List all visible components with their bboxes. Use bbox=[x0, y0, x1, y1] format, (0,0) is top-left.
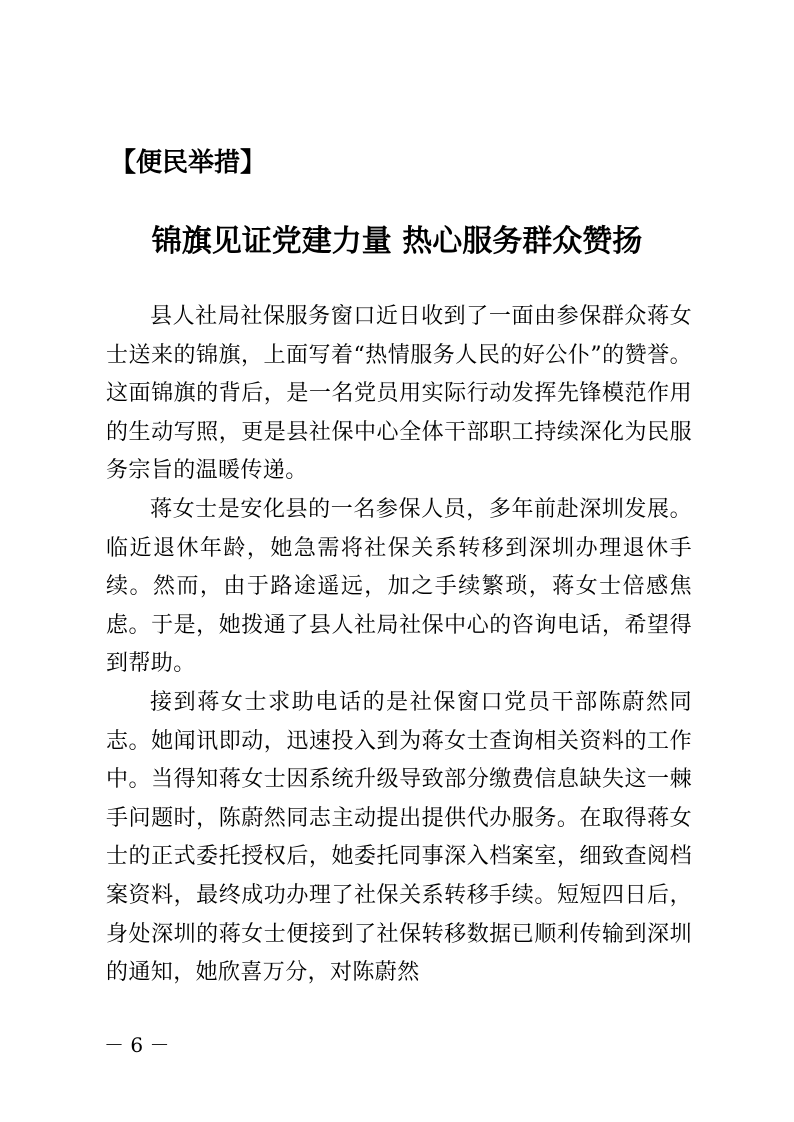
section-label: 【便民举措】 bbox=[110, 148, 267, 178]
paragraph-3: 接到蒋女士求助电话的是社保窗口党员干部陈蔚然同志。她闻讯即动，迅速投入到为蒋女士查询相关资料的工作中。当得知蒋女士因系统升级导致部分缴费信息缺失这一棘手问题时，陈蔚然同志主动提出提供代办服务。在取得蒋女士的正式委托授权后，她委托同事深入档案室，细致查阅档案资料，最终成功办理了社保关系转移手续。短短四日后，身处深圳的蒋女士便接到了社保转移数据已顺利传输到深圳的通知，她欣喜万分，对陈蔚然 bbox=[106, 689, 692, 986]
paragraph-1: 县人社局社保服务窗口近日收到了一面由参保群众蒋女士送来的锦旗，上面写着“热情服务人民的好公仆”的赞誉。这面锦旗的背后，是一名党员用实际行动发挥先锋模范作用的生动写照，更是县社保中心全体干部职工持续深化为民服务宗旨的温暖传递。 bbox=[106, 304, 692, 484]
page-number: － 6 － bbox=[104, 1033, 170, 1057]
article-title: 锦旗见证党建力量 热心服务群众赞扬 bbox=[151, 224, 643, 259]
paragraph-2: 蒋女士是安化县的一名参保人员，多年前赴深圳发展。临近退休年龄，她急需将社保关系转移到深圳办理退休手续。然而，由于路途遥远，加之手续繁琐，蒋女士倍感焦虑。于是，她拨通了县人社局社保中心的咨询电话，希望得到帮助。 bbox=[106, 496, 692, 677]
article-body bbox=[106, 298, 692, 993]
